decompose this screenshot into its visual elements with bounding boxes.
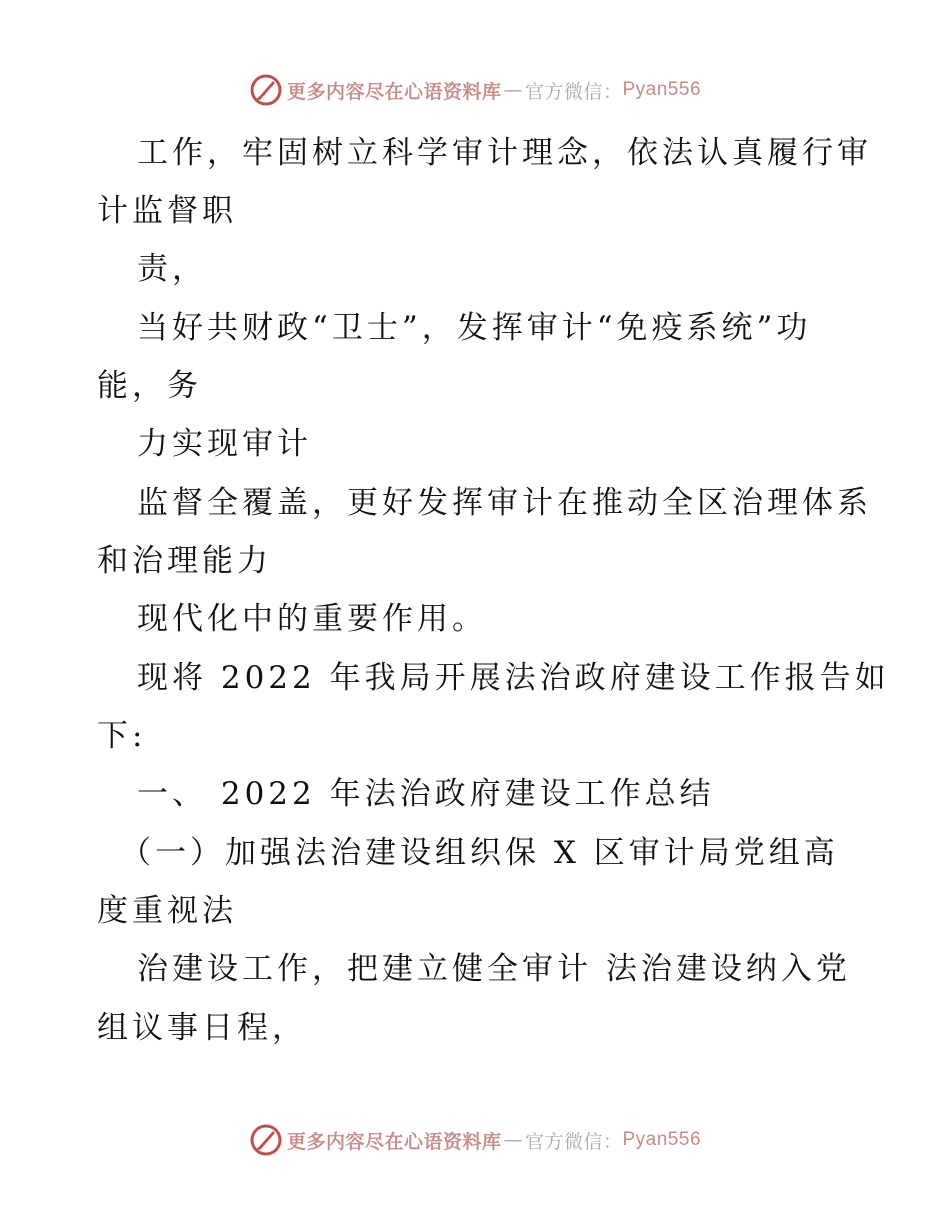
text-line: 现代化中的重要作用。 bbox=[137, 601, 487, 637]
text-line: 能，务 bbox=[97, 368, 202, 404]
watermark-id: Pyan556 bbox=[622, 79, 702, 100]
text-line: 治建设工作，把建立健全审计 法治建设纳入党 bbox=[137, 951, 851, 987]
watermark-text: 更多内容尽在心语资料库 bbox=[286, 1130, 502, 1153]
watermark-id: Pyan556 bbox=[622, 1129, 702, 1150]
text-line: 工作，牢固树立科学审计理念，依法认真履行审 bbox=[137, 135, 872, 171]
header-watermark bbox=[0, 70, 950, 110]
text-line: 度重视法 bbox=[97, 893, 237, 929]
text-line: 现将 2022 年我局开展法治政府建设工作报告如 bbox=[137, 660, 890, 696]
text-line: 计监督职 bbox=[97, 193, 237, 229]
text-line: 监督全覆盖，更好发挥审计在推动全区治理体系 bbox=[137, 485, 872, 521]
watermark-label: 官方微信： bbox=[524, 80, 623, 103]
watermark-label: 官方微信： bbox=[524, 1130, 623, 1153]
quill-logo-icon bbox=[249, 1123, 283, 1157]
watermark-separator: — bbox=[503, 1129, 523, 1151]
text-line: 下: bbox=[97, 718, 147, 754]
subsection-heading: （一）加强法治建设组织保 X 区审计局党组高 bbox=[120, 835, 839, 871]
footer-watermark bbox=[0, 1120, 950, 1160]
quill-logo-icon bbox=[249, 73, 283, 107]
watermark-text: 更多内容尽在心语资料库 bbox=[286, 80, 502, 103]
text-line: 当好共财政“卫士”，发挥审计“免疫系统”功 bbox=[137, 310, 812, 346]
watermark-separator: — bbox=[503, 79, 523, 101]
text-line: 责， bbox=[137, 251, 207, 287]
text-line: 组议事日程， bbox=[97, 1010, 307, 1046]
text-line: 和治理能力 bbox=[97, 543, 272, 579]
section-heading: 一、 2022 年法治政府建设工作总结 bbox=[137, 776, 715, 812]
text-line: 力实现审计 bbox=[137, 426, 312, 462]
